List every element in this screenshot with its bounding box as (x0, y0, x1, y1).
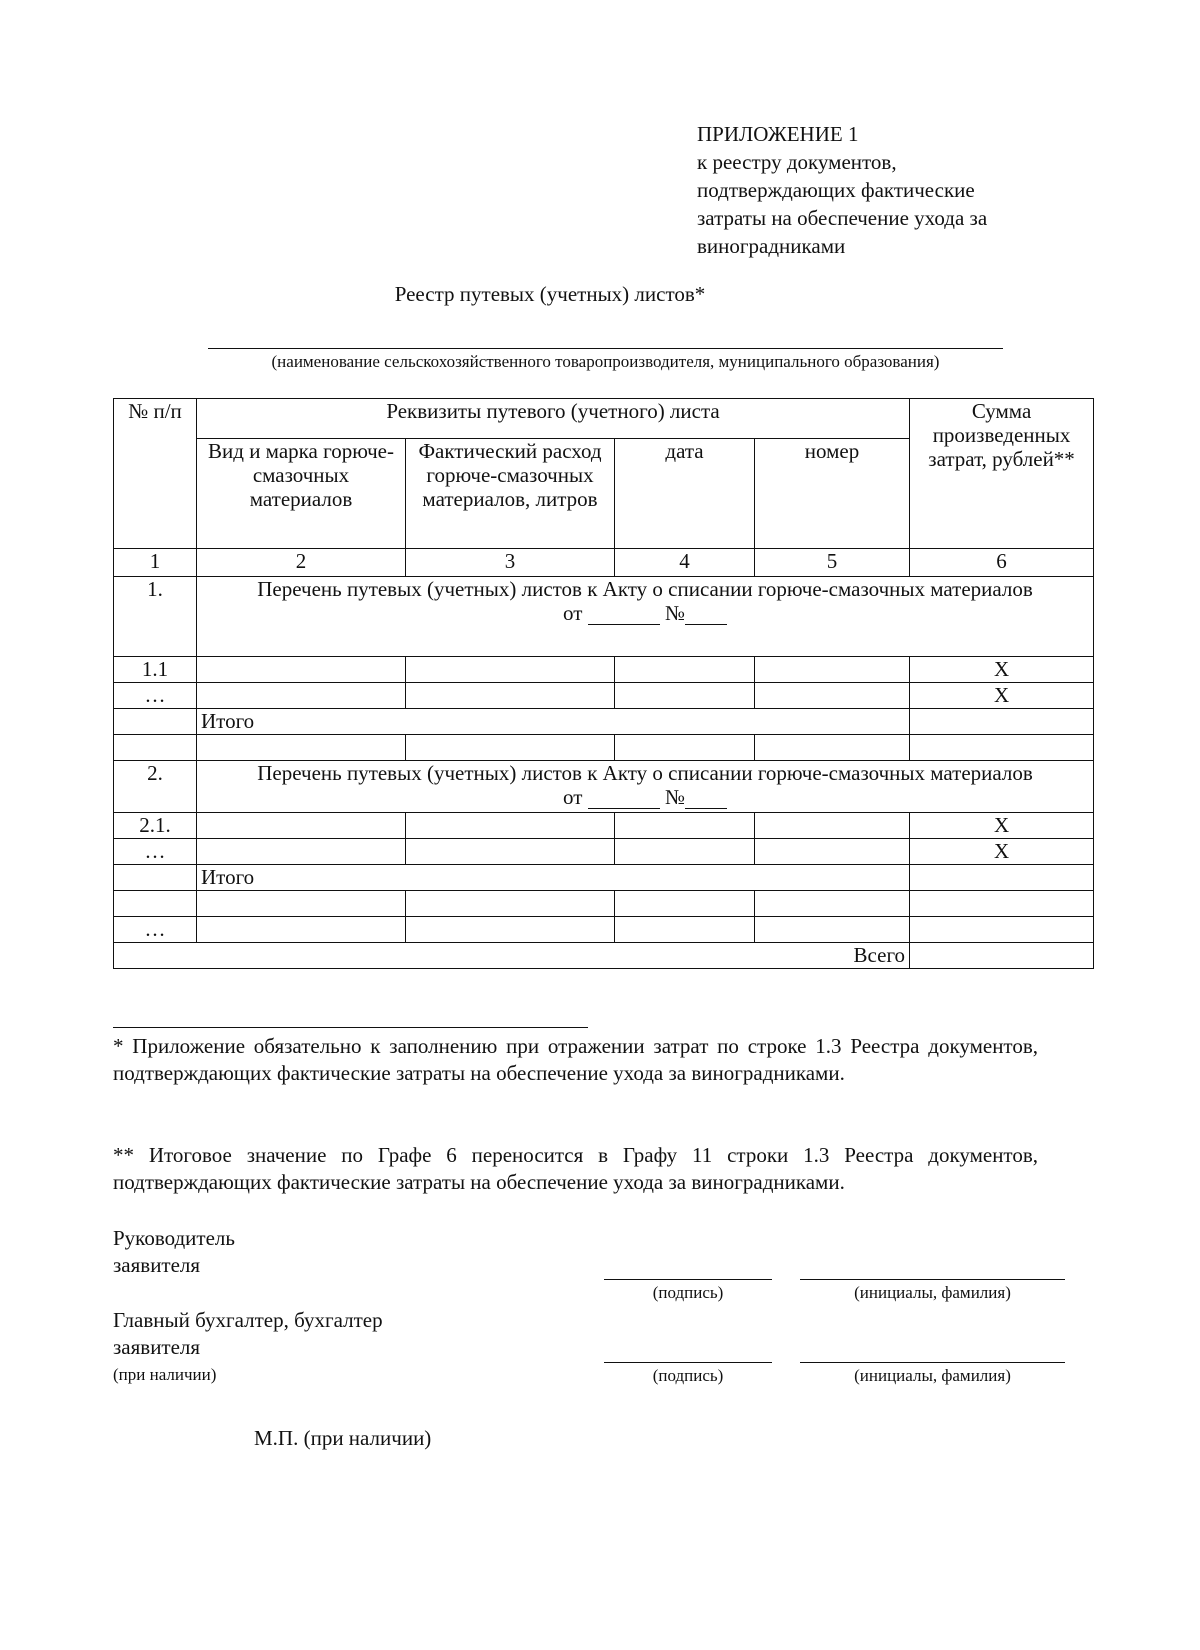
column-number: 4 (615, 549, 755, 577)
grand-total-row (114, 943, 1094, 969)
footnote-1: * Приложение обязательно к заполнению при отражении затрат по строке 1.3 Реестра документов, подтверждающих фактические затраты на обеспечение ухода за виноградниками. (113, 1034, 1038, 1085)
head-name-field[interactable] (800, 1279, 1065, 1280)
act-date-field[interactable] (588, 606, 660, 625)
column-number: 1 (114, 549, 197, 577)
column-number: 6 (910, 549, 1094, 577)
grand-total-value[interactable] (910, 943, 1094, 969)
total-label: Итого (197, 709, 910, 735)
table-row (114, 891, 1094, 917)
section-num: 1. (114, 577, 197, 657)
section-title (197, 761, 1094, 813)
header-num: № п/п (114, 399, 197, 549)
column-number: 2 (197, 549, 406, 577)
table-row: … (114, 917, 1094, 943)
not-applicable-mark: X (910, 839, 1094, 865)
act-reference: от № (201, 785, 1089, 809)
appendix-header (697, 120, 987, 260)
column-number: 3 (406, 549, 615, 577)
not-applicable-mark: X (910, 683, 1094, 709)
total-row (114, 709, 1094, 735)
appendix-line: затраты на обеспечение ухода за (697, 206, 988, 230)
accountant-signature-field[interactable] (604, 1362, 772, 1363)
column-number: 5 (755, 549, 910, 577)
head-signatory: Руководитель заявителя (113, 1226, 235, 1277)
act-date-field[interactable] (588, 790, 660, 809)
header-number: номер (755, 439, 910, 549)
org-caption: (наименование сельскохозяйственного товаропроизводителя, муниципального образования) (271, 352, 940, 371)
total-label: Итого (197, 865, 910, 891)
table-row (114, 735, 1094, 761)
table-row: 1.1 X (114, 657, 1094, 683)
appendix-line: подтверждающих фактические (697, 178, 975, 202)
grand-total-label: Всего (114, 943, 910, 969)
not-applicable-mark: X (910, 813, 1094, 839)
accountant-name-field[interactable] (800, 1362, 1065, 1363)
name-caption: (инициалы, фамилия) (854, 1366, 1011, 1385)
name-caption: (инициалы, фамилия) (854, 1283, 1011, 1302)
section-title-text: Перечень путевых (учетных) листов к Акту о списании горюче-смазочных материалов (257, 761, 1033, 785)
section-num: 2. (114, 761, 197, 813)
not-applicable-mark: X (910, 657, 1094, 683)
register-table (113, 398, 1094, 969)
header-details: Реквизиты путевого (учетного) листа (197, 399, 910, 439)
footnote-2: ** Итоговое значение по Графе 6 переносится в Графу 11 строки 1.3 Реестра документов, подтверждающих фактические затраты на обеспечение ухода за виноградниками. (113, 1143, 1038, 1194)
footnote-divider (113, 1027, 588, 1028)
stamp-place: М.П. (при наличии) (254, 1426, 432, 1450)
document-title: Реестр путевых (учетных) листов* (394, 282, 706, 306)
table-row: … X (114, 839, 1094, 865)
header-fuel-type: Вид и марка горюче-смазочных материалов (197, 439, 406, 549)
section-title-text: Перечень путевых (учетных) листов к Акту о списании горюче-смазочных материалов (257, 577, 1033, 601)
header-sum: Сумма произведенных затрат, рублей** (910, 399, 1094, 549)
table-row: 2.1. X (114, 813, 1094, 839)
table-row: … X (114, 683, 1094, 709)
header-date: дата (615, 439, 755, 549)
head-signature-field[interactable] (604, 1279, 772, 1280)
total-row (114, 865, 1094, 891)
act-reference: от № (201, 601, 1089, 625)
appendix-title: ПРИЛОЖЕНИЕ 1 (697, 122, 859, 146)
appendix-line: к реестру документов, (697, 150, 897, 174)
accountant-signatory: Главный бухгалтер, бухгалтер заявителя (при наличии) (113, 1308, 383, 1384)
signature-caption: (подпись) (652, 1366, 724, 1385)
org-name-field[interactable] (208, 348, 1003, 349)
section-title (197, 577, 1094, 657)
appendix-line: виноградниками (697, 234, 846, 258)
act-number-field[interactable] (685, 606, 727, 625)
act-number-field[interactable] (685, 790, 727, 809)
header-consumption: Фактический расход горюче-смазочных материалов, литров (406, 439, 615, 549)
signature-caption: (подпись) (652, 1283, 724, 1302)
